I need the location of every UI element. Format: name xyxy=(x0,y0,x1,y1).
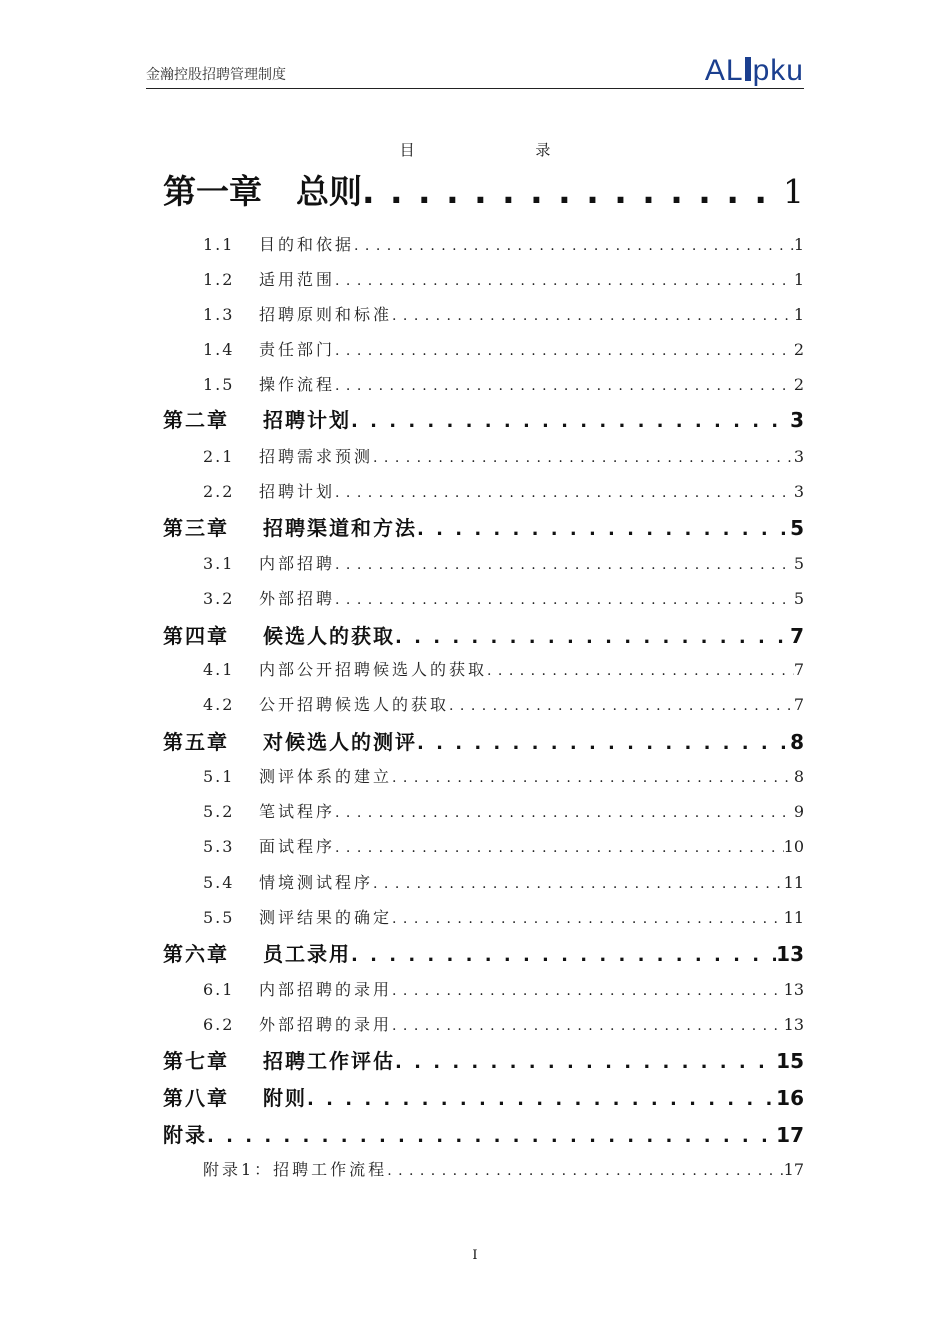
toc-leader-dots xyxy=(387,1160,783,1179)
toc-entry-number: 5.5 xyxy=(203,908,235,927)
toc-entry-label: 情境测试程序 xyxy=(259,873,374,892)
toc-page-number: 1 xyxy=(793,270,804,289)
toc-page-number: 13 xyxy=(783,1015,804,1034)
toc-entry-number: 第一章 xyxy=(163,172,262,211)
page-header xyxy=(146,52,804,89)
toc-entry-number: 5.4 xyxy=(203,873,235,892)
toc-entry-label: 内部公开招聘候选人的获取 xyxy=(259,660,488,679)
toc-entry-number: 4.1 xyxy=(203,660,235,679)
toc-entry-title xyxy=(203,302,392,325)
toc-section-entry[interactable] xyxy=(203,1157,804,1180)
toc-entry-label: 招聘需求预测 xyxy=(259,447,374,466)
toc-entry-number: 1.3 xyxy=(203,305,235,324)
toc-page-number: 13 xyxy=(776,942,804,966)
toc-entry-label: 责任部门 xyxy=(259,340,336,359)
toc-entry-title xyxy=(163,620,395,649)
toc-title: 目 录 xyxy=(399,141,609,159)
toc-leader-dots xyxy=(373,873,784,892)
toc-leader-dots xyxy=(449,695,794,714)
toc-entry-number: 1.4 xyxy=(203,340,235,359)
toc-leader-dots xyxy=(307,1086,776,1110)
toc-leader-dots xyxy=(207,1123,776,1147)
toc-entry-title xyxy=(203,834,335,857)
toc-page-number: 17 xyxy=(776,1123,804,1147)
toc-entry-label: 面试程序 xyxy=(259,837,336,856)
toc-page-number: 3 xyxy=(793,482,804,501)
toc-leader-dots xyxy=(335,270,794,289)
toc-section-entry[interactable] xyxy=(203,692,804,715)
toc-entry-label: 测评体系的建立 xyxy=(259,767,393,786)
toc-chapter-entry[interactable] xyxy=(163,512,804,541)
toc-entry-label: 附则 xyxy=(263,1086,307,1110)
toc-leader-dots xyxy=(395,624,790,648)
toc-leader-dots xyxy=(392,980,784,999)
toc-entry-number: 2.2 xyxy=(203,482,235,501)
toc-page-number: 2 xyxy=(793,375,804,394)
toc-leader-dots xyxy=(351,942,776,966)
toc-entry-title xyxy=(203,799,335,822)
toc-leader-dots xyxy=(395,1049,776,1073)
toc-chapter-entry[interactable] xyxy=(163,938,804,967)
toc-section-entry[interactable] xyxy=(203,764,804,787)
toc-page-number: 9 xyxy=(793,802,804,821)
toc-entry-title xyxy=(203,551,335,574)
toc-entry-label: 附录 xyxy=(163,1123,207,1147)
toc-leader-dots xyxy=(335,482,794,501)
toc-entry-title xyxy=(203,1157,387,1180)
toc-entry-title xyxy=(203,905,392,928)
toc-leader-dots xyxy=(335,554,794,573)
toc-entry-label: 招聘工作评估 xyxy=(263,1049,395,1073)
toc-entry-title xyxy=(203,692,449,715)
toc-section-entry[interactable] xyxy=(203,479,804,502)
toc-leader-dots xyxy=(362,172,783,211)
toc-entry-title xyxy=(203,764,392,787)
logo-bar-icon xyxy=(745,57,751,81)
toc-entry-number: 5.2 xyxy=(203,802,235,821)
toc-entry-number: 第五章 xyxy=(163,730,229,754)
toc-entry-label: 外部招聘的录用 xyxy=(259,1015,393,1034)
toc-leader-dots xyxy=(417,516,790,540)
footer-page-number: I xyxy=(472,1248,478,1263)
toc-page-number: 5 xyxy=(793,589,804,608)
toc-section-entry[interactable] xyxy=(203,657,804,680)
toc-page-number: 10 xyxy=(783,837,804,856)
toc-entry-title xyxy=(163,404,351,433)
toc-entry-label: 候选人的获取 xyxy=(263,624,395,648)
toc-section-entry[interactable] xyxy=(203,870,804,893)
toc-entry-label: 总则 xyxy=(296,172,362,211)
toc-section-entry[interactable] xyxy=(203,302,804,325)
toc-entry-label: 附录1：招聘工作流程 xyxy=(203,1160,388,1179)
toc-page-number: 2 xyxy=(793,340,804,359)
toc-entry-title xyxy=(163,726,417,755)
logo-left-text: AL xyxy=(704,54,744,87)
toc-entry-label: 测评结果的确定 xyxy=(259,908,393,927)
toc-section-entry[interactable] xyxy=(203,834,804,857)
toc-entry-number: 6.2 xyxy=(203,1015,235,1034)
toc-entry-label: 对候选人的测评 xyxy=(263,730,417,754)
toc-entry-title xyxy=(203,232,354,255)
toc-page-number: 8 xyxy=(793,767,804,786)
toc-page-number: 17 xyxy=(783,1160,804,1179)
toc-entry-title xyxy=(203,267,335,290)
toc-section-entry[interactable] xyxy=(203,1012,804,1035)
toc-entry-label: 笔试程序 xyxy=(259,802,336,821)
toc-page-number: 11 xyxy=(783,873,804,892)
toc-entry-title xyxy=(163,1119,207,1148)
toc-chapter-entry[interactable] xyxy=(163,1119,804,1148)
toc-page-number: 1 xyxy=(793,235,804,254)
toc-page-number: 7 xyxy=(793,695,804,714)
toc-section-entry[interactable] xyxy=(203,372,804,395)
toc-entry-number: 1.2 xyxy=(203,270,235,289)
toc-entry-number: 5.1 xyxy=(203,767,235,786)
toc-chapter-entry[interactable] xyxy=(163,620,804,649)
toc-page-number: 1 xyxy=(783,172,804,211)
toc-chapter-entry[interactable] xyxy=(163,404,804,433)
toc-entry-label: 招聘计划 xyxy=(259,482,336,501)
toc-leader-dots xyxy=(392,767,794,786)
toc-entry-title xyxy=(203,977,392,1000)
toc-entry-number: 2.1 xyxy=(203,447,235,466)
toc-entry-label: 外部招聘 xyxy=(259,589,336,608)
toc-page-number: 7 xyxy=(793,660,804,679)
toc-leader-dots xyxy=(351,408,790,432)
toc-section-entry[interactable] xyxy=(203,337,804,360)
toc-entry-label: 操作流程 xyxy=(259,375,336,394)
toc-entry-label: 内部招聘的录用 xyxy=(259,980,393,999)
toc-entry-title xyxy=(163,166,362,213)
toc-leader-dots xyxy=(487,660,794,679)
toc-entry-number: 5.3 xyxy=(203,837,235,856)
toc-entry-title xyxy=(203,870,373,893)
logo-right-text: pku xyxy=(752,54,804,87)
toc-entry-number: 3.2 xyxy=(203,589,235,608)
toc-page-number: 16 xyxy=(776,1086,804,1110)
toc-section-entry[interactable] xyxy=(203,977,804,1000)
toc-entry-title xyxy=(203,1012,392,1035)
toc-entry-title xyxy=(163,1045,395,1074)
toc-entry-label: 员工录用 xyxy=(263,942,351,966)
toc-entry-label: 招聘原则和标准 xyxy=(259,305,393,324)
toc-entry-title xyxy=(203,444,373,467)
toc-page-number: 7 xyxy=(790,624,804,648)
toc-page-number: 5 xyxy=(790,516,804,540)
toc-page-number: 15 xyxy=(776,1049,804,1073)
toc-entry-label: 适用范围 xyxy=(259,270,336,289)
toc-entry-title xyxy=(163,1082,307,1111)
toc-entry-label: 招聘渠道和方法 xyxy=(263,516,417,540)
toc-section-entry[interactable] xyxy=(203,267,804,290)
toc-entry-title xyxy=(163,938,351,967)
toc-section-entry[interactable] xyxy=(203,586,804,609)
toc-entry-number: 1.1 xyxy=(203,235,235,254)
toc-section-entry[interactable] xyxy=(203,232,804,255)
toc-entry-label: 目的和依据 xyxy=(259,235,355,254)
toc-entry-label: 内部招聘 xyxy=(259,554,336,573)
toc-entry-number: 6.1 xyxy=(203,980,235,999)
toc-section-entry[interactable] xyxy=(203,905,804,928)
toc-entry-title xyxy=(203,372,335,395)
toc-leader-dots xyxy=(417,730,790,754)
toc-section-entry[interactable] xyxy=(203,551,804,574)
toc-leader-dots xyxy=(392,1015,784,1034)
toc-entry-number: 4.2 xyxy=(203,695,235,714)
toc-section-entry[interactable] xyxy=(203,799,804,822)
toc-leader-dots xyxy=(373,447,794,466)
toc-entry-title xyxy=(203,479,335,502)
toc-entry-label: 招聘计划 xyxy=(263,408,351,432)
toc-page-number: 1 xyxy=(793,305,804,324)
toc-page-number: 3 xyxy=(790,408,804,432)
toc-entry-title xyxy=(203,657,487,680)
toc-entry-number: 第六章 xyxy=(163,942,229,966)
toc-leader-dots xyxy=(392,305,794,324)
toc-leader-dots xyxy=(335,340,794,359)
toc-entry-label: 公开招聘候选人的获取 xyxy=(259,695,450,714)
toc-entry-number: 1.5 xyxy=(203,375,235,394)
toc-chapter-entry[interactable] xyxy=(163,726,804,755)
toc-entry-number: 第七章 xyxy=(163,1049,229,1073)
company-logo xyxy=(705,56,804,86)
toc-entry-number: 第四章 xyxy=(163,624,229,648)
toc-page-number: 3 xyxy=(793,447,804,466)
toc-chapter-entry[interactable] xyxy=(163,1045,804,1074)
toc-page-number: 8 xyxy=(790,730,804,754)
toc-entry-number: 第三章 xyxy=(163,516,229,540)
toc-entry-title xyxy=(163,512,417,541)
toc-chapter-entry[interactable] xyxy=(163,166,804,213)
toc-leader-dots xyxy=(354,235,794,254)
toc-page-number: 5 xyxy=(793,554,804,573)
toc-leader-dots xyxy=(392,908,784,927)
toc-page-number: 13 xyxy=(783,980,804,999)
header-title: 金瀚控股招聘管理制度 xyxy=(146,67,286,83)
toc-entry-number: 第二章 xyxy=(163,408,229,432)
toc-leader-dots xyxy=(335,375,794,394)
toc-entry-title xyxy=(203,337,335,360)
toc-leader-dots xyxy=(335,837,784,856)
toc-section-entry[interactable] xyxy=(203,444,804,467)
toc-entry-number: 3.1 xyxy=(203,554,235,573)
toc-entry-number: 第八章 xyxy=(163,1086,229,1110)
toc-chapter-entry[interactable] xyxy=(163,1082,804,1111)
toc-entry-title xyxy=(203,586,335,609)
toc-leader-dots xyxy=(335,802,794,821)
toc-page-number: 11 xyxy=(783,908,804,927)
toc-leader-dots xyxy=(335,589,794,608)
